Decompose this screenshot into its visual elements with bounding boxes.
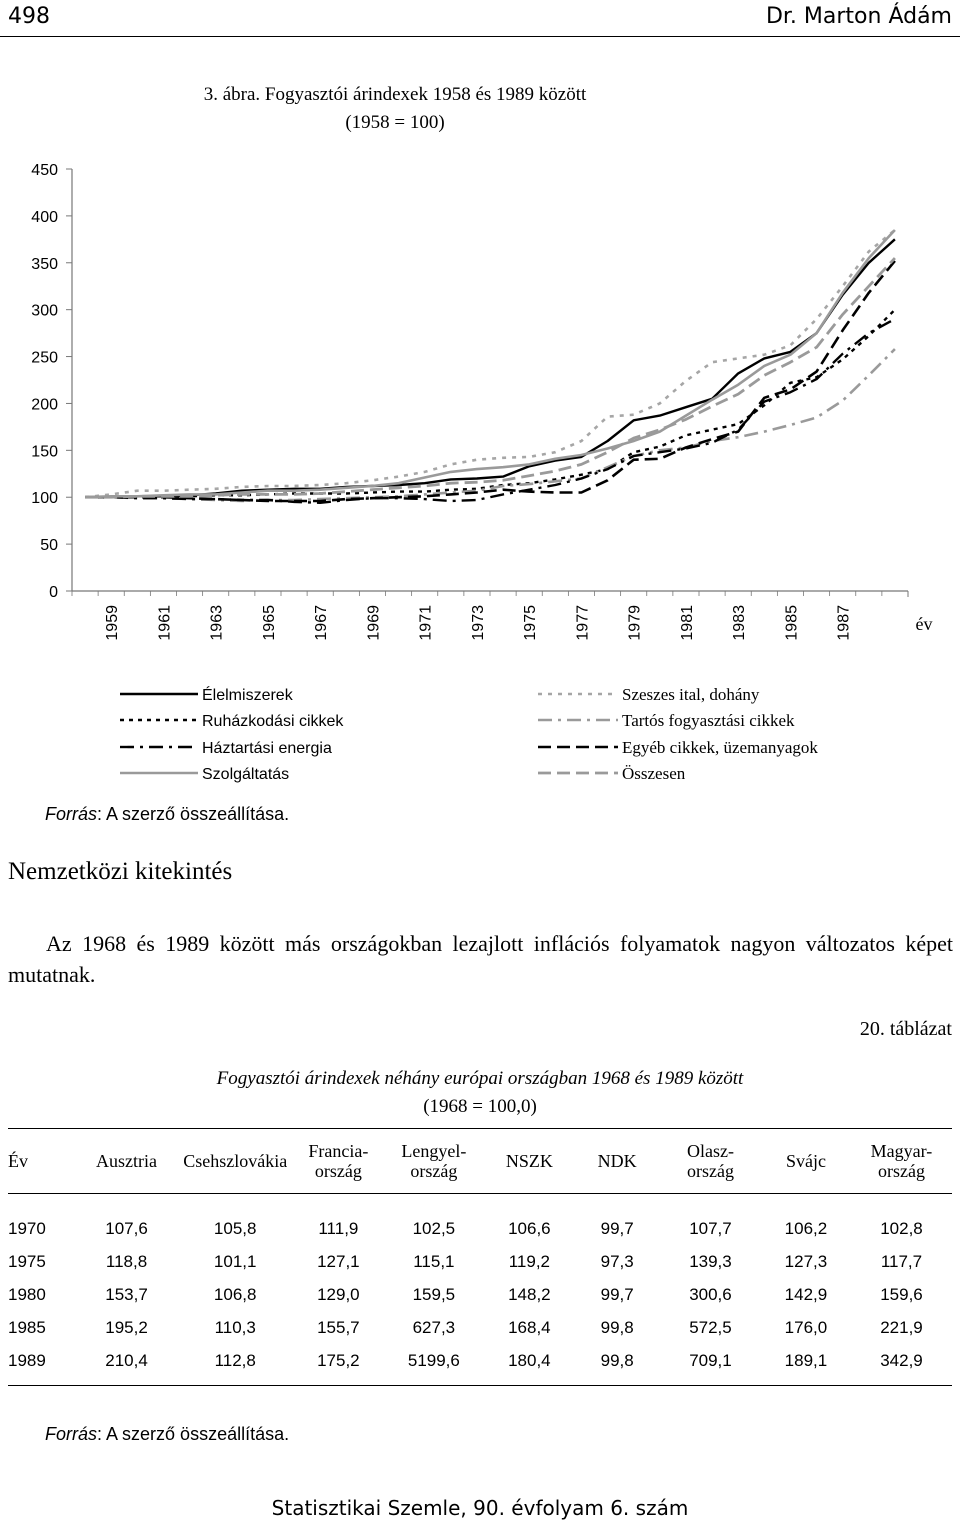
x-axis-label: év xyxy=(915,614,933,634)
y-tick-label: 100 xyxy=(31,490,58,508)
table-value-cell: 102,8 xyxy=(880,1218,923,1238)
figure-source-label: Forrás xyxy=(45,804,98,824)
table-year-cell: 1970 xyxy=(8,1218,46,1238)
table-value-cell: 115,1 xyxy=(413,1251,455,1271)
x-tick-label: 1965 xyxy=(260,605,278,641)
table-value-cell: 99,8 xyxy=(574,1344,660,1386)
legend-label: Élelmiszerek xyxy=(202,687,293,704)
table-value-cell: 118,8 xyxy=(105,1251,148,1271)
table-value-cell: 106,2 xyxy=(784,1218,828,1238)
legend-label: Ruházkodási cikkek xyxy=(202,713,344,730)
table-subtitle: (1968 = 100,0) xyxy=(423,1096,537,1117)
table-value-cell: 709,1 xyxy=(660,1344,761,1386)
table-value-cell: 159,5 xyxy=(412,1284,456,1304)
table-value-cell: 129,0 xyxy=(317,1284,360,1304)
y-tick-label: 350 xyxy=(31,255,58,273)
x-tick-label: 1969 xyxy=(365,605,383,641)
price-index-table xyxy=(8,1128,952,1386)
table-row xyxy=(8,1311,952,1344)
series-line-osszesen xyxy=(85,258,895,497)
table-header-text: Ausztria xyxy=(96,1151,158,1171)
page-number: 498 xyxy=(8,4,50,29)
figure-source xyxy=(45,804,289,825)
series-line-egyeb-cikkek-uzemanyagok xyxy=(85,261,895,501)
table-value-cell: 111,9 xyxy=(318,1218,359,1238)
series-line-elelmiszerek xyxy=(85,239,895,497)
table-value-cell: 627,3 xyxy=(412,1317,456,1337)
y-tick-label: 450 xyxy=(31,162,58,179)
x-tick-label: 1979 xyxy=(626,605,644,641)
table-header-cell xyxy=(76,1129,177,1194)
running-header xyxy=(0,0,960,37)
table-value-cell: 572,5 xyxy=(689,1317,732,1337)
table-header-text: ország xyxy=(410,1161,458,1181)
table-value-cell: 168,4 xyxy=(508,1317,551,1337)
table-value-cell: 300,6 xyxy=(689,1284,732,1304)
x-tick-label: 1975 xyxy=(522,605,540,641)
table-header-text: ország xyxy=(686,1161,734,1181)
legend-label: Összesen xyxy=(622,764,686,783)
table-value-cell: 139,3 xyxy=(689,1251,732,1271)
figure-title: 3. ábra. Fogyasztói árindexek 1958 és 1989 között xyxy=(203,84,587,105)
table-year-cell: 1989 xyxy=(8,1344,76,1386)
table-header-cell xyxy=(383,1129,484,1194)
x-tick-label: 1985 xyxy=(783,605,801,641)
table-value-cell: 106,8 xyxy=(213,1284,257,1304)
body-paragraph: Az 1968 és 1989 között más országokban lezajlott inflációs folyamatok nagyon változatos képet mutatnak. xyxy=(8,931,953,987)
table-body xyxy=(8,1194,952,1386)
table-value-cell: 99,8 xyxy=(600,1317,634,1337)
y-tick-label: 0 xyxy=(49,584,58,601)
table-value-cell: 176,0 xyxy=(784,1317,828,1337)
y-tick-label: 150 xyxy=(31,443,58,461)
price-index-chart xyxy=(0,150,960,800)
table-header-text: Olasz- xyxy=(686,1141,734,1161)
section-title: Nemzetközi kitekintés xyxy=(8,858,233,885)
table-header-cell xyxy=(761,1129,851,1194)
table-value-cell: 112,8 xyxy=(177,1344,293,1386)
table-header-text: Lengyel- xyxy=(401,1141,467,1161)
x-tick-label: 1963 xyxy=(208,605,226,641)
table-value-cell: 101,1 xyxy=(213,1251,257,1271)
x-tick-label: 1967 xyxy=(313,605,331,641)
table-value-cell: 221,9 xyxy=(880,1317,923,1337)
table-source xyxy=(45,1424,289,1445)
table-header-text: ország xyxy=(877,1161,925,1181)
table-header-text: Magyar- xyxy=(870,1141,933,1161)
table-value-cell: 175,2 xyxy=(293,1344,383,1386)
table-year-cell: 1980 xyxy=(8,1284,46,1304)
table-value-cell: 159,6 xyxy=(880,1284,923,1304)
table-value-cell: 107,6 xyxy=(105,1218,148,1238)
x-tick-label: 1973 xyxy=(469,605,487,641)
legend-label: Tartós fogyasztási cikkek xyxy=(622,711,795,730)
legend-label: Háztartási energia xyxy=(202,740,332,757)
table-value-cell: 127,1 xyxy=(317,1251,360,1271)
x-tick-label: 1971 xyxy=(417,605,435,641)
x-tick-label: 1959 xyxy=(104,605,122,641)
table-header-text: NDK xyxy=(597,1151,637,1171)
legend-label: Egyéb cikkek, üzemanyagok xyxy=(622,738,818,757)
table-header-cell xyxy=(8,1129,76,1194)
table-header-text: NSZK xyxy=(505,1151,553,1171)
table-value-cell: 148,2 xyxy=(508,1284,551,1304)
table-header-text: Francia- xyxy=(308,1141,369,1161)
series-line-haztartasi-energia xyxy=(85,319,895,503)
legend-label: Szeszes ital, dohány xyxy=(622,685,760,704)
table-header-cell xyxy=(484,1129,574,1194)
table-value-cell: 119,2 xyxy=(508,1251,550,1271)
table-row xyxy=(8,1194,952,1246)
table-row xyxy=(8,1245,952,1278)
x-tick-label: 1983 xyxy=(731,605,749,641)
table-value-cell: 195,2 xyxy=(105,1317,148,1337)
table-label: 20. táblázat xyxy=(859,1018,952,1040)
table-value-cell: 110,3 xyxy=(214,1317,256,1337)
y-tick-label: 300 xyxy=(31,302,58,320)
table-value-cell: 210,4 xyxy=(76,1344,177,1386)
x-tick-label: 1987 xyxy=(835,605,853,641)
y-tick-label: 250 xyxy=(31,349,58,367)
table-header-row xyxy=(8,1129,952,1194)
y-tick-label: 400 xyxy=(31,208,58,226)
figure-subtitle: (1958 = 100) xyxy=(345,112,445,133)
table-value-cell: 99,7 xyxy=(600,1284,634,1304)
table-year-cell: 1975 xyxy=(8,1251,46,1271)
x-tick-label: 1977 xyxy=(574,605,592,641)
author-name: Dr. Marton Ádám xyxy=(765,4,952,29)
table-value-cell: 153,7 xyxy=(105,1284,148,1304)
table-value-cell: 105,8 xyxy=(213,1218,257,1238)
table-value-cell: 99,7 xyxy=(600,1218,634,1238)
table-value-cell: 117,7 xyxy=(880,1251,923,1271)
x-tick-label: 1961 xyxy=(156,605,174,641)
table-header-text: ország xyxy=(314,1161,362,1181)
legend-label: Szolgáltatás xyxy=(202,766,290,783)
table-value-cell: 142,9 xyxy=(784,1284,828,1304)
table-value-cell: 342,9 xyxy=(851,1344,952,1386)
table-value-cell: 189,1 xyxy=(761,1344,851,1386)
table-title: Fogyasztói árindexek néhány európai országban 1968 és 1989 között xyxy=(216,1068,744,1089)
series-line-szolgaltatas xyxy=(85,230,895,497)
journal-footer: Statisztikai Szemle, 90. évfolyam 6. szám xyxy=(271,1496,689,1520)
table-value-cell: 106,6 xyxy=(508,1218,551,1238)
y-tick-label: 50 xyxy=(40,537,58,555)
x-tick-label: 1981 xyxy=(678,605,696,641)
table-header-cell xyxy=(660,1129,761,1194)
table-value-cell: 107,7 xyxy=(689,1218,732,1238)
table-header-cell xyxy=(177,1129,293,1194)
table-value-cell: 155,7 xyxy=(317,1317,360,1337)
y-tick-label: 200 xyxy=(31,396,58,414)
table-header-cell xyxy=(574,1129,660,1194)
figure-source-text: : A szerző összeállítása. xyxy=(97,804,290,824)
table-value-cell: 5199,6 xyxy=(383,1344,484,1386)
table-header-cell xyxy=(293,1129,383,1194)
table-header-cell xyxy=(851,1129,952,1194)
table-source-text: : A szerző összeállítása. xyxy=(97,1424,290,1444)
table-value-cell: 127,3 xyxy=(784,1251,828,1271)
table-header-text: Év xyxy=(8,1151,28,1171)
table-source-label: Forrás xyxy=(45,1424,98,1444)
table-value-cell: 102,5 xyxy=(412,1218,456,1238)
table-year-cell: 1985 xyxy=(8,1317,46,1337)
table-value-cell: 180,4 xyxy=(484,1344,574,1386)
table-row xyxy=(8,1278,952,1311)
table-header-text: Svájc xyxy=(785,1151,826,1171)
series-line-szeszes-ital-dohany xyxy=(85,230,895,497)
table-row xyxy=(8,1344,952,1386)
table-header-text: Csehszlovákia xyxy=(183,1151,288,1171)
table-value-cell: 97,3 xyxy=(600,1251,634,1271)
